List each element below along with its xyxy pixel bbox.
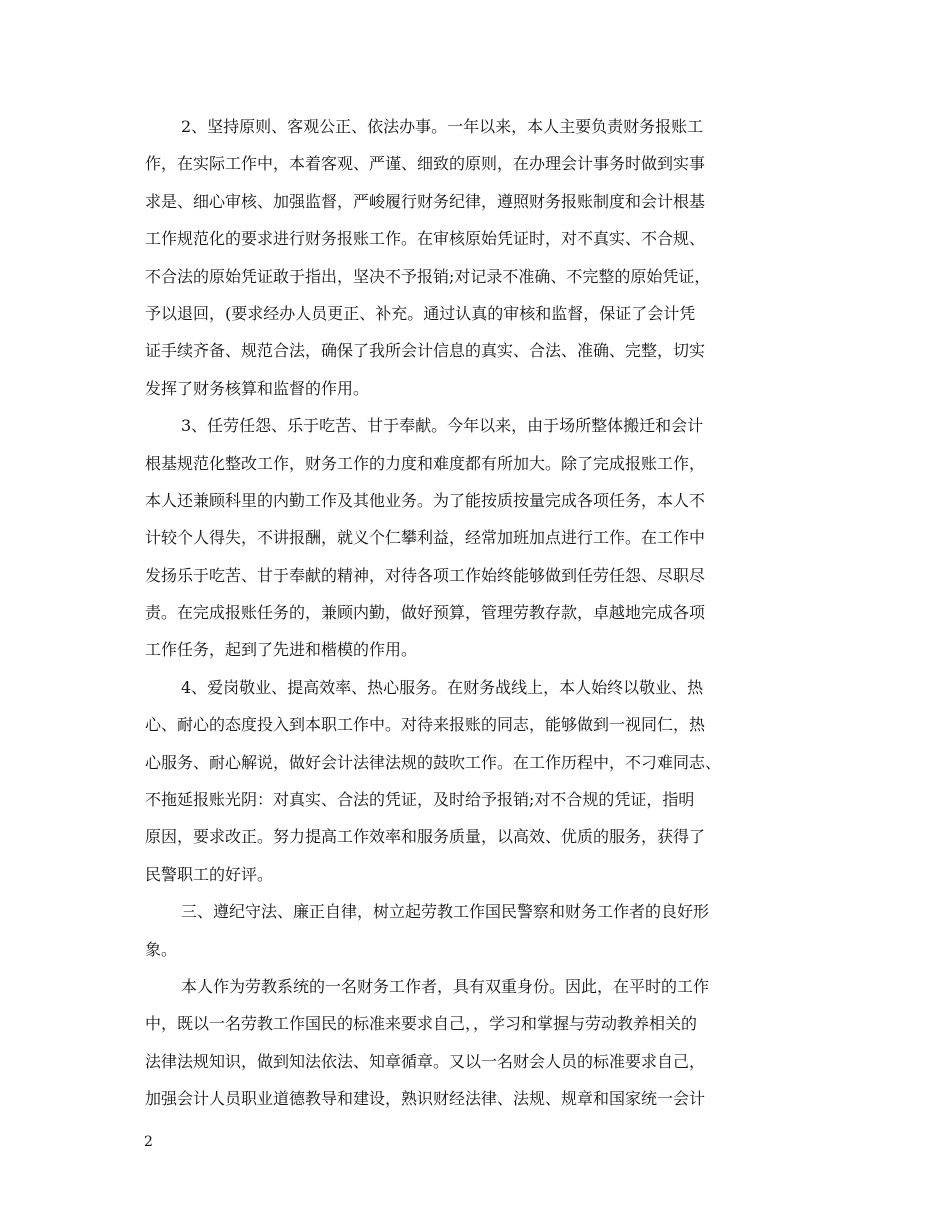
paragraph-line: 心服务、耐心解说，做好会计法律法规的鼓吹工作。在工作历程中，不刁难同志、 (145, 752, 722, 772)
paragraph-line: 发挥了财务核算和监督的作用。 (145, 378, 370, 398)
paragraph-line: 根基规范化整改工作，财务工作的力度和难度都有所加大。除了完成报账工作， (145, 453, 706, 473)
paragraph-line: 加强会计人员职业道德教导和建设，熟识财经法律、法规、规章和国家统一会计 (145, 1089, 706, 1109)
paragraph-line: 4、爱岗敬业、提高效率、热心服务。在财务战线上，本人始终以敬业、热 (181, 677, 704, 697)
paragraph-line: 求是、细心审核、加强监督，严峻履行财务纪律，遵照财务报账制度和会计根基 (145, 191, 706, 211)
paragraph-line: 予以退回，(要求经办人员更正、补充。通过认真的审核和监督，保证了会计凭 (145, 303, 696, 323)
paragraph-line: 责。在完成报账任务的，兼顾内勤，做好预算，管理劳教存款，卓越地完成各项 (145, 603, 706, 623)
paragraph-line: 原因，要求改正。努力提高工作效率和服务质量，以高效、优质的服务，获得了 (145, 827, 706, 847)
paragraph-line: 证手续齐备、规范合法，确保了我所会计信息的真实、合法、准确、完整，切实 (145, 341, 706, 361)
paragraph-line: 本人还兼顾科里的内勤工作及其他业务。为了能按质按量完成各项任务，本人不 (145, 490, 706, 510)
paragraph-line: 不合法的原始凭证敢于指出，坚决不予报销;对记录不准确、不完整的原始凭证， (145, 266, 711, 286)
paragraph-line: 3、任劳任怨、乐于吃苦、甘于奉献。今年以来，由于场所整体搬迁和会计 (181, 416, 704, 436)
paragraph-line: 工作规范化的要求进行财务报账工作。在审核原始凭证时，对不真实、不合规、 (145, 229, 706, 249)
paragraph-line: 民警职工的好评。 (145, 864, 274, 884)
page-number: 2 (144, 1134, 153, 1150)
paragraph-line: 作，在实际工作中，本着客观、严谨、细致的原则，在办理会计事务时做到实事 (145, 154, 706, 174)
paragraph-line: 2、坚持原则、客观公正、依法办事。一年以来，本人主要负责财务报账工 (181, 117, 704, 136)
paragraph-line: 中，既以一名劳教工作国民的标准来要求自己，，学习和掌握与劳动教养相关的 (145, 1014, 698, 1034)
paragraph-line: 心、耐心的态度投入到本职工作中。对待来报账的同志，能够做到一视同仁，热 (145, 715, 706, 735)
paragraph-line: 发扬乐于吃苦、甘于奉献的精神，对待各项工作始终能够做到任劳任怨、尽职尽 (145, 565, 706, 585)
section-heading-line: 三、遵纪守法、廉正自律，树立起劳教工作国民警察和财务工作者的良好形 (181, 902, 710, 922)
paragraph-line: 工作任务，起到了先进和楷模的作用。 (145, 640, 418, 660)
paragraph-line: 不拖延报账光阴：对真实、合法的凭证，及时给予报销;对不合规的凭证，指明 (145, 790, 695, 810)
paragraph-line: 本人作为劳教系统的一名财务工作者，具有双重身份。因此，在平时的工作 (181, 976, 710, 996)
paragraph-line: 计较个人得失，不讲报酬，就义个仁攀利益，经常加班加点进行工作。在工作中 (145, 528, 706, 548)
section-heading-line: 象。 (145, 939, 178, 959)
document-body (145, 108, 810, 1118)
paragraph-line: 法律法规知识，做到知法依法、知章循章。又以一名财会人员的标准要求自己， (145, 1051, 706, 1071)
